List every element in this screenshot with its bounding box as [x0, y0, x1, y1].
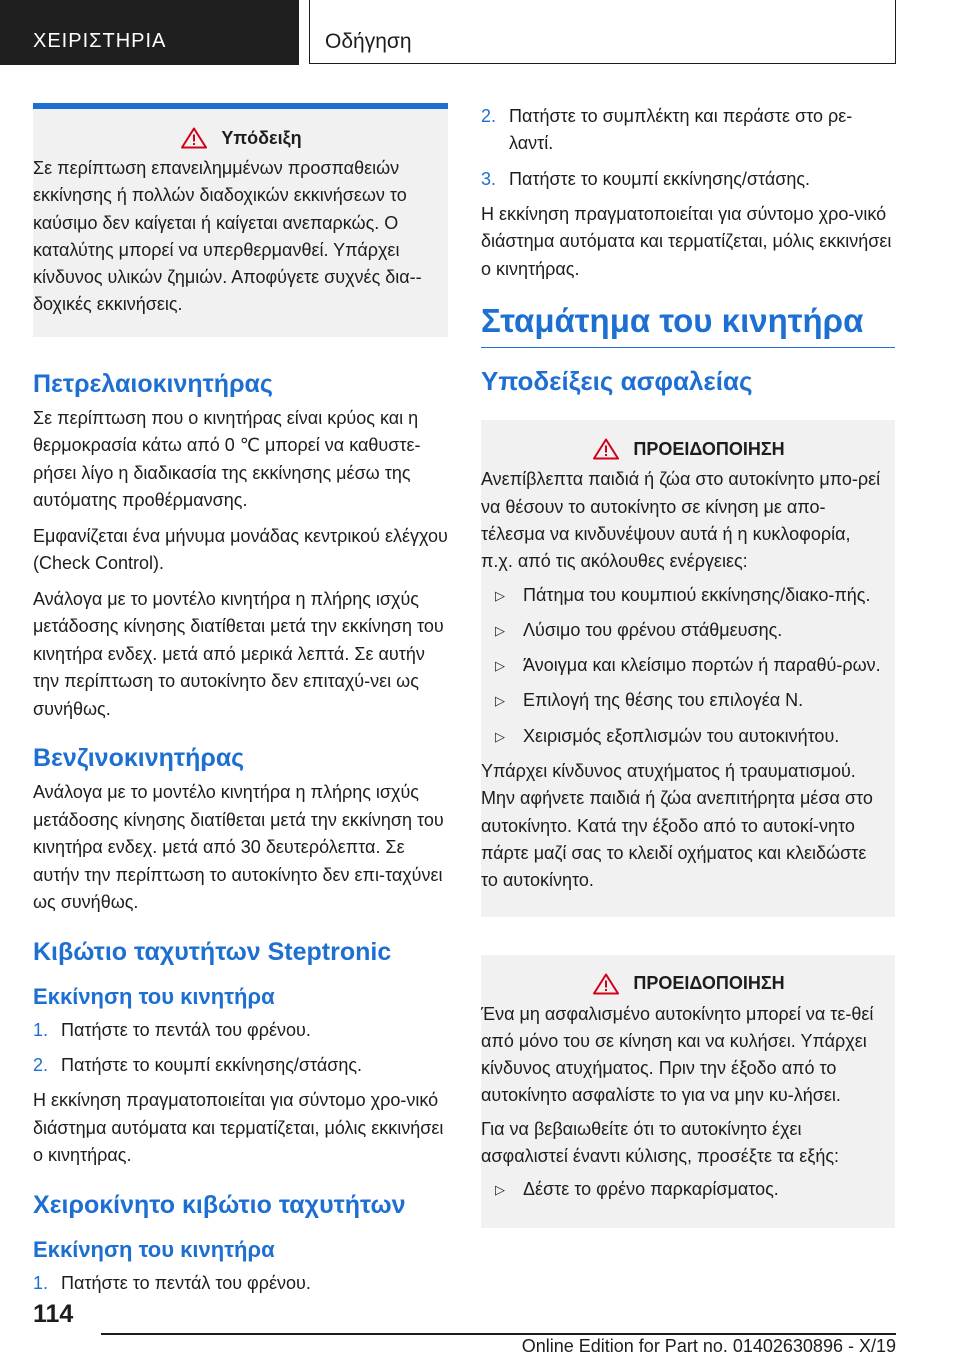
manual-steps — [33, 1270, 448, 1297]
manual-subheading: Εκκίνηση του κινητήρα — [33, 1236, 275, 1262]
warning-text: Ανεπίβλεπτα παιδιά ή ζώα στο αυτοκίνητο μπο-ρεί να θέσουν το αυτοκίνητο σε κίνηση με απο-τέλεσμα να κινδυνέψουν αυτά ή η κυκλοφορία, π.χ. από τις ακόλουθες ενέργειες: — [481, 469, 881, 572]
step-number: 2. — [481, 106, 497, 126]
safety-notes-heading: Υποδείξεις ασφαλείας — [481, 366, 753, 397]
warning-text: Ένα μη ασφαλισμένο αυτοκίνητο μπορεί να τε-θεί από μόνο του σε κίνηση και να κυλήσει. Υπάρχει κίνδυνος ατυχήματος. Πριν την έξοδο από το αυτοκίνητο ασφαλίστε το για να μην κυ-λήσει. — [481, 1003, 874, 1106]
diesel-heading: Πετρελαιοκινητήρας — [33, 369, 273, 398]
warning-title: ΠΡΟΕΙΔΟΠΟΙΗΣΗ — [633, 438, 785, 459]
step-text: Πατήστε το συμπλέκτη και περάστε στο ρε-λαντί. — [509, 106, 853, 154]
list-item — [481, 166, 895, 193]
step-number: 3. — [481, 168, 497, 189]
right-column — [481, 103, 895, 1228]
warning-box-2 — [481, 955, 895, 1228]
triangle-bullet-icon: ▷ — [495, 728, 505, 744]
step-text: Πατήστε το πεντάλ του φρένου. — [61, 1272, 311, 1293]
warning-heading — [481, 438, 883, 460]
warning-triangle-icon — [593, 973, 619, 995]
manual-steps-continued — [481, 103, 895, 193]
list-item — [33, 1270, 448, 1297]
steptronic-paragraph: Η εκκίνηση πραγματοποιείται για σύντομο χρο-νικό διάστημα αυτόματα και τερματίζεται, μόλις εκκινήσει ο κινητήρας. — [33, 1090, 444, 1166]
note-heading — [33, 127, 436, 149]
steptronic-steps — [33, 1017, 448, 1080]
step-number: 1. — [33, 1019, 49, 1040]
footer-edition: Online Edition for Part no. 01402630896 - X/19 — [521, 1336, 896, 1356]
diesel-paragraph-2: Εμφανίζεται ένα μήνυμα μονάδας κεντρικού ελέγχου (Check Control). — [33, 525, 448, 574]
list-item — [481, 617, 883, 644]
note-text: Σε περίπτωση επανειλημμένων προσπαθειών εκκίνησης ή πολλών διαδοχικών εκκινήσεων το καύσιμο δεν καίγεται ή καίγεται ανεπαρκώς. Ο καταλύτης μπορεί να υπερθερμανθεί. Υπάρχει κίνδυνος υλικών ζημιών. Αποφύγετε συχνές δια-δοχικές εκκινήσεις. — [33, 158, 422, 315]
warning-list — [481, 582, 883, 750]
diesel-paragraph-3: Ανάλογα με το μοντέλο κινητήρα η πλήρης ισχύς μετάδοσης κίνησης διατίθεται μετά την εκκίνηση του κινητήρα ενδεχ. μετά από μερικά λεπτά. Σε αυτήν την περίπτωση το αυτοκίνητο δεν επιταχύ-νει ως συνήθως. — [33, 588, 444, 719]
note-box — [33, 103, 448, 337]
list-item — [481, 652, 883, 679]
warning-text-2: Υπάρχει κίνδυνος ατυχήματος ή τραυματισμού. Μην αφήνετε παιδιά ή ζώα ανεπιτήρητα μέσα στο αυτοκίνητο. Κατά την έξοδο από το αυτοκί-νητο πάρτε μαζί σας το κλειδί οχήματος και κλειδώστε το αυτοκίνητο. — [481, 761, 873, 891]
step-number: 2. — [33, 1055, 49, 1076]
list-item — [481, 103, 895, 158]
list-item-text: Επιλογή της θέσης του επιλογέα N. — [523, 690, 804, 711]
manual-paragraph: Η εκκίνηση πραγματοποιείται για σύντομο χρο-νικό διάστημα αυτόματα και τερματίζεται, μόλις εκκινήσει ο κινητήρας. — [481, 203, 892, 279]
step-text: Πατήστε το κουμπί εκκίνησης/στάσης. — [509, 168, 811, 189]
step-text: Πατήστε το πεντάλ του φρένου. — [61, 1019, 311, 1040]
triangle-bullet-icon: ▷ — [495, 693, 505, 709]
warning-title: ΠΡΟΕΙΔΟΠΟΙΗΣΗ — [633, 973, 785, 994]
header-chapter-label: Οδήγηση — [325, 30, 412, 53]
steptronic-subheading: Εκκίνηση του κινητήρα — [33, 983, 275, 1009]
petrol-paragraph-1: Ανάλογα με το μοντέλο κινητήρα η πλήρης ισχύς μετάδοσης κίνησης διατίθεται μετά την εκκίνηση του κινητήρα ενδεχ. μετά από 30 δευτερόλεπτα. Σε αυτήν την περίπτωση το αυτοκίνητο δεν επι-ταχύνει ως συνήθως. — [33, 782, 444, 913]
page-number: 114 — [33, 1300, 74, 1328]
left-column — [33, 103, 448, 1305]
step-number: 1. — [33, 1272, 49, 1293]
list-item-text: Λύσιμο του φρένου στάθμευσης. — [523, 619, 783, 640]
warning-box-1 — [481, 420, 895, 916]
list-item-text: Άνοιγμα και κλείσιμο πορτών ή παραθύ-ρων. — [523, 655, 881, 676]
list-item — [33, 1052, 448, 1079]
footer-divider — [101, 1333, 896, 1335]
triangle-bullet-icon: ▷ — [495, 658, 505, 674]
triangle-bullet-icon: ▷ — [495, 587, 505, 603]
header-chapter-box — [309, 0, 896, 64]
list-item-text: Χειρισμός εξοπλισμών του αυτοκινήτου. — [523, 725, 840, 746]
warning-triangle-icon — [593, 438, 619, 460]
triangle-bullet-icon: ▷ — [495, 1182, 505, 1198]
triangle-bullet-icon: ▷ — [495, 622, 505, 638]
petrol-heading: Βενζινοκινητήρας — [33, 744, 245, 773]
list-item — [481, 723, 883, 750]
warning-list — [481, 1176, 883, 1203]
list-item-text: Πάτημα του κουμπιού εκκίνησης/διακο-πής. — [523, 584, 871, 605]
warning-heading — [481, 973, 883, 995]
list-item — [33, 1017, 448, 1044]
steptronic-heading: Κιβώτιο ταχυτήτων Steptronic — [33, 937, 392, 966]
warning-triangle-icon — [181, 127, 207, 149]
warning-text-2: Για να βεβαιωθείτε ότι το αυτοκίνητο έχει ασφαλιστεί έναντι κύλισης, προσέξτε τα εξής: — [481, 1118, 840, 1167]
stop-engine-heading: Σταμάτημα του κινητήρα — [481, 301, 895, 348]
header-section-tab — [0, 0, 299, 65]
header-section-label: ΧΕΙΡΙΣΤΗΡΙΑ — [33, 30, 167, 52]
step-text: Πατήστε το κουμπί εκκίνησης/στάσης. — [61, 1055, 363, 1076]
list-item — [481, 582, 883, 609]
manual-heading: Χειροκίνητο κιβώτιο ταχυτήτων — [33, 1190, 406, 1219]
list-item — [481, 687, 883, 714]
note-title: Υπόδειξη — [221, 127, 302, 148]
list-item-text: Δέστε το φρένο παρκαρίσματος. — [523, 1179, 779, 1200]
list-item — [481, 1176, 883, 1203]
diesel-paragraph-1: Σε περίπτωση που ο κινητήρας είναι κρύος και η θερμοκρασία κάτω από 0 ℃ μπορεί να καθυστε-ρήσει λίγο η διαδικασία της εκκίνησης μέσω της αυτόματης προθέρμανσης. — [33, 407, 421, 511]
